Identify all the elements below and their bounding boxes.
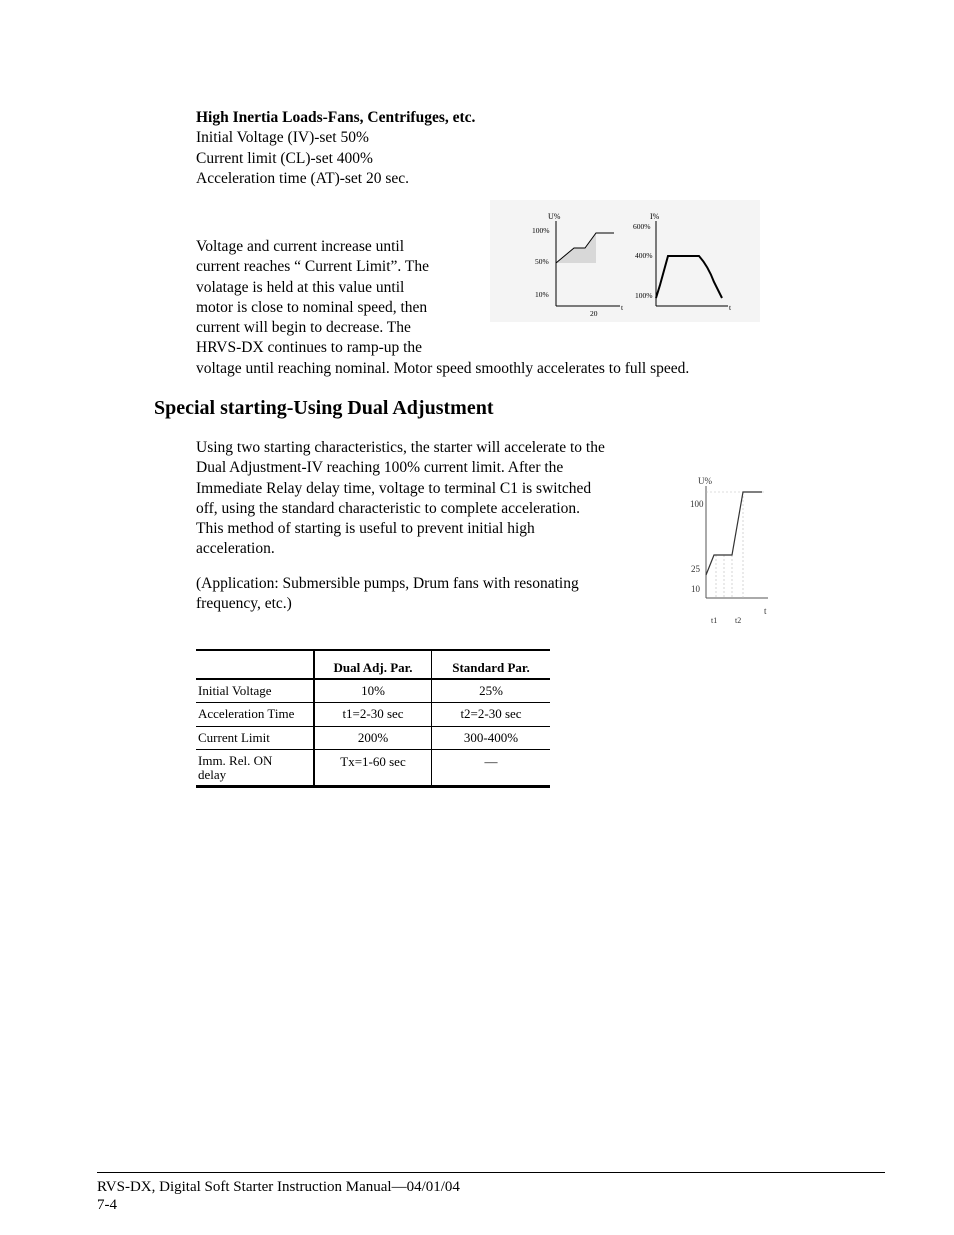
setting-current-limit: Current limit (CL)-set 400% <box>196 149 373 167</box>
table-header-dual: Dual Adj. Par. <box>314 650 432 679</box>
dual-adjustment-paragraph <box>196 438 605 560</box>
table-header-row <box>196 650 550 679</box>
voltage-x-label: t <box>621 303 624 312</box>
graph-x-label: t <box>764 606 767 616</box>
table-cell-label: Current Limit <box>196 726 314 749</box>
current-axis-label: I% <box>650 212 660 221</box>
description-line: current reaches “ Current Limit”. The <box>196 258 429 276</box>
table-cell-text: Imm. Rel. ON delay <box>198 752 273 782</box>
table-row <box>196 749 550 786</box>
table-cell-label <box>196 749 314 786</box>
voltage-axis-label: U% <box>548 212 561 221</box>
table-cell-value: — <box>432 749 551 786</box>
footer-rule <box>97 1172 885 1173</box>
paragraph-line: (Application: Submersible pumps, Drum fans with resonating <box>196 575 579 592</box>
description-line: voltage until reaching nominal. Motor speed smoothly accelerates to full speed. <box>196 359 690 377</box>
table-row <box>196 726 550 749</box>
current-tick-label: 400% <box>635 251 653 260</box>
footer-manual-title: RVS-DX, Digital Soft Starter Instruction Manual—04/01/04 <box>97 1179 460 1195</box>
table-row <box>196 702 550 726</box>
description-line: motor is close to nominal speed, then <box>196 298 428 316</box>
dual-adjustment-heading: Special starting-Using Dual Adjustment <box>154 397 494 419</box>
description-line: current will begin to decrease. The <box>196 319 411 337</box>
table-cell-value: t2=2-30 sec <box>432 702 551 726</box>
table-header-standard: Standard Par. <box>432 650 551 679</box>
paragraph-line: Using two starting characteristics, the starter will accelerate to the <box>196 439 605 456</box>
current-tick-label: 100% <box>635 291 653 300</box>
description-line: Voltage and current increase until <box>196 238 405 255</box>
high-inertia-section <box>196 108 475 189</box>
graph-y-label: U% <box>698 476 712 486</box>
application-paragraph <box>196 574 579 615</box>
paragraph-line: Dual Adjustment-IV reaching 100% current limit. After the <box>196 459 564 477</box>
paragraph-line: Immediate Relay delay time, voltage to terminal C1 is switched <box>196 479 592 497</box>
table-cell-value: 200% <box>314 726 432 749</box>
table-cell-value: 300-400% <box>432 726 551 749</box>
description-line: volatage is held at this value until <box>196 278 405 296</box>
graph-x-tick: t1 <box>711 616 718 625</box>
table-cell-value: 10% <box>314 679 432 702</box>
paragraph-line: off, using the standard characteristic to complete acceleration. <box>196 499 581 517</box>
parameters-table <box>196 649 550 788</box>
paragraph-line: acceleration. <box>196 540 275 558</box>
voltage-tick-label: 100% <box>532 226 550 235</box>
paragraph-line: frequency, etc.) <box>196 595 292 613</box>
graph-tick-label: 10 <box>691 584 700 594</box>
table-cell-value: t1=2-30 sec <box>314 702 432 726</box>
graph-tick-label: 100 <box>690 499 704 509</box>
dual-adjustment-graph <box>680 470 775 630</box>
graph-tick-label: 25 <box>691 564 700 574</box>
table-cell-value: Tx=1-60 sec <box>314 749 432 786</box>
description-line: HRVS-DX continues to ramp-up the <box>196 339 423 357</box>
voltage-tick-label: 50% <box>535 257 549 266</box>
voltage-current-graph <box>490 200 760 322</box>
table-cell-value: 25% <box>432 679 551 702</box>
voltage-tick-label: 10% <box>535 290 549 299</box>
table-row <box>196 679 550 702</box>
voltage-x-tick: 20 <box>590 309 598 318</box>
table-header-cell <box>196 650 314 679</box>
current-tick-label: 600% <box>633 222 651 231</box>
current-x-label: t <box>729 303 732 312</box>
page-number: 7-4 <box>97 1197 117 1213</box>
setting-acceleration-time: Acceleration time (AT)-set 20 sec. <box>196 169 410 187</box>
graph-x-tick: t2 <box>735 616 742 625</box>
paragraph-line: This method of starting is useful to prevent initial high <box>196 520 535 538</box>
voltage-curve <box>706 492 762 575</box>
section-title: High Inertia Loads-Fans, Centrifuges, etc. <box>196 109 476 126</box>
setting-initial-voltage: Initial Voltage (IV)-set 50% <box>196 129 369 147</box>
footer <box>97 1178 460 1214</box>
table-cell-label: Initial Voltage <box>196 679 314 702</box>
table-cell-label: Acceleration Time <box>196 702 314 726</box>
